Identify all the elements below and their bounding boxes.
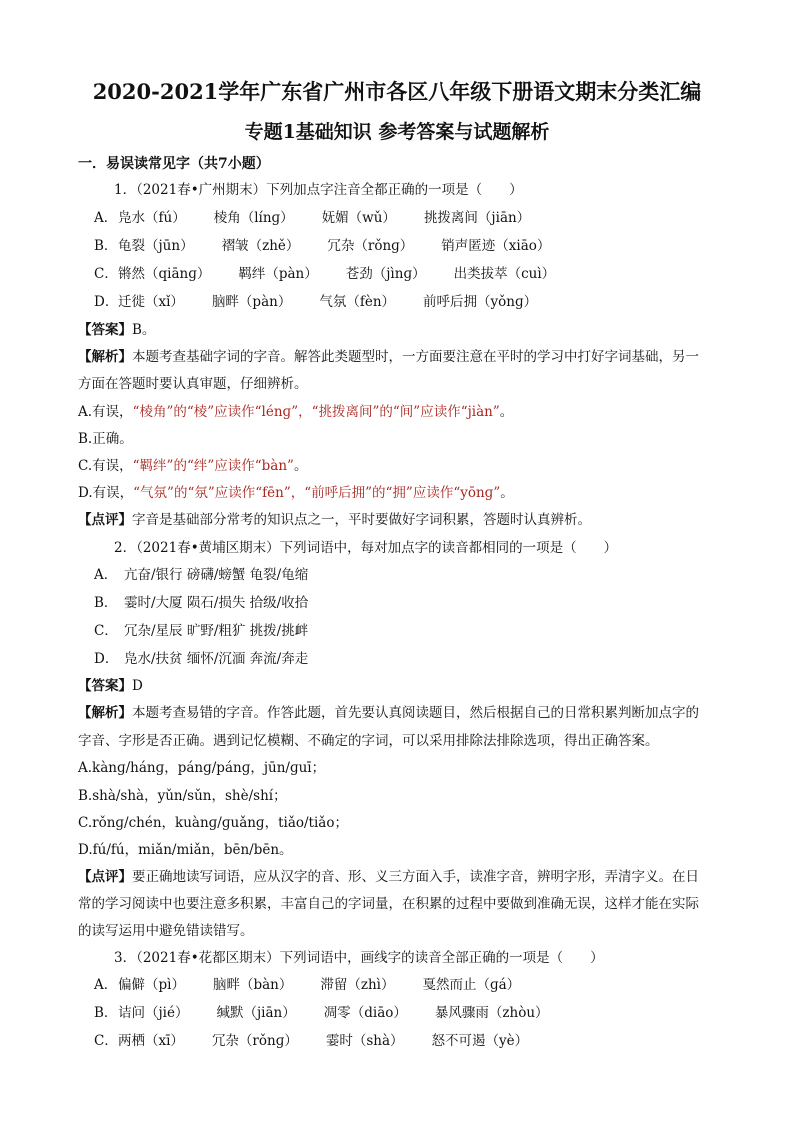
option-letter: A． [94, 977, 118, 993]
option-letter: C． [94, 266, 118, 282]
document-subtitle: 专题1基础知识 参考答案与试题解析 [244, 121, 550, 143]
question-3-stem: 3．（2021春•花都区期末）下列词语中，画线字的读音全部正确的一项是（ ） [114, 950, 604, 966]
option-word: 出类拔萃（cuì） [453, 266, 556, 282]
comment-text: 字音是基础部分常考的知识点之一，平时要做好字词积累，答题时认真辨析。 [132, 512, 591, 528]
option-letter: A． [94, 210, 118, 226]
question-1-option-c [94, 264, 583, 284]
option-word: 棱角（línɡ） [213, 210, 294, 226]
option-word: 凫水（fú） [118, 210, 186, 226]
option-word: 挑拨离间（jiān） [423, 210, 531, 226]
analysis-highlight: “羁绊”的“绊”应读作“bàn” [132, 458, 294, 474]
question-2-analysis-c: C.rǒnɡ/chén，kuànɡ/ɡuǎnɡ，tiǎo/tiǎo； [78, 815, 348, 831]
analysis-text: 本题考查基础字词的字音。解答此类题型时，一方面要注意在平时的学习中打好字词基础，另一 [132, 349, 699, 365]
option-word: 戛然而止（ɡá） [422, 977, 521, 993]
option-word: 脑畔（bàn） [212, 977, 293, 993]
option-text: 冗杂/星辰 旷野/粗犷 挑拨/挑衅 [124, 623, 309, 639]
answer-tag: 【答案】 [78, 678, 132, 694]
question-1-analysis-d [78, 483, 514, 503]
option-word: 苍劲（jìnɡ） [345, 266, 426, 282]
option-word: 气氛（fèn） [319, 294, 396, 310]
option-letter: A． [94, 567, 118, 583]
analysis-tag: 【解析】 [78, 705, 132, 721]
question-2-analysis-d: D.fú/fú，miǎn/miǎn，bēn/bēn。 [78, 842, 293, 858]
option-word: 锵然（qiānɡ） [118, 266, 211, 282]
section-heading: 一．易误读常见字（共7小题） [78, 156, 270, 172]
question-3-option-c [94, 1031, 556, 1051]
comment-text: 要正确地读写词语，应从汉字的音、形、义三方面入手，读准字音，辨明字形，弄清字义。在日 [132, 869, 699, 885]
option-letter: D． [94, 294, 119, 310]
option-letter: B． [94, 595, 118, 611]
option-word: 偏僻（pì） [118, 977, 185, 993]
answer-value: D [132, 678, 143, 694]
option-letter: B． [94, 1005, 118, 1021]
option-word: 凋零（diāo） [323, 1005, 407, 1021]
analysis-highlight: “气氛”的“氛”应读作“fēn”，“前呼后拥”的“拥”应读作“yōnɡ” [133, 485, 501, 501]
question-3-option-a [94, 975, 548, 995]
question-2-analysis-a: A.kànɡ/hánɡ，pánɡ/pánɡ，jūn/ɡuī； [78, 760, 326, 776]
question-2-comment-line-2: 常的学习阅读中也要注意多积累，丰富自己的字词量，在积累的过程中要做到准确无误，这样才能在实际 [78, 896, 699, 912]
question-1-answer [78, 320, 155, 340]
option-word: 暴风骤雨（zhòu） [434, 1005, 549, 1021]
option-letter: C． [94, 1033, 118, 1049]
option-word: 怒不可遏（yè） [431, 1033, 529, 1049]
answer-value: B。 [132, 322, 156, 338]
question-2-analysis-line-1 [78, 703, 699, 723]
question-1-option-b [94, 236, 578, 256]
option-word: 羁绊（pàn） [238, 266, 318, 282]
analysis-prefix: D.有误， [78, 485, 134, 501]
option-text: 亢奋/银行 磅礴/螃蟹 龟裂/龟缩 [124, 567, 309, 583]
answer-tag: 【答案】 [78, 322, 132, 338]
option-word: 霎时（shà） [325, 1033, 404, 1049]
analysis-prefix: C.有误， [78, 458, 133, 474]
analysis-suffix: 。 [293, 458, 308, 474]
option-word: 龟裂（jūn） [118, 238, 194, 254]
option-word: 褶皱（zhě） [221, 238, 300, 254]
analysis-prefix: A.有误， [78, 404, 133, 420]
analysis-highlight: “棱角”的“棱”应读作“lénɡ”，“挑拨离间”的“间”应读作“jiàn” [132, 404, 500, 420]
question-2-option-b [94, 593, 308, 613]
option-word: 诘问（jié） [118, 1005, 189, 1021]
analysis-suffix: 。 [500, 485, 514, 501]
question-1-analysis-line-1 [78, 347, 699, 367]
option-word: 妩媚（wǔ） [321, 210, 396, 226]
question-1-stem: 1．（2021春•广州期末）下列加点字注音全都正确的一项是（ ） [114, 182, 523, 198]
option-word: 两栖（xī） [118, 1033, 184, 1049]
question-2-option-c [94, 621, 308, 641]
question-1-analysis-a [78, 402, 513, 422]
option-text: 凫水/扶贫 缅怀/沉湎 奔流/奔走 [124, 651, 309, 667]
option-word: 销声匿迹（xiāo） [441, 238, 551, 254]
option-letter: B． [94, 238, 118, 254]
option-word: 迁徙（xǐ） [118, 294, 184, 310]
option-word: 冗杂（rǒnɡ） [211, 1033, 298, 1049]
option-letter: C． [94, 623, 118, 639]
analysis-text: 本题考查易错的字音。作答此题，首先要认真阅读题目，然后根据自己的日常积累判断加点字的 [132, 705, 699, 721]
option-word: 滞留（zhì） [320, 977, 395, 993]
question-2-stem: 2．（2021春•黄埔区期末）下列词语中，每对加点字的读音都相同的一项是（ ） [114, 540, 618, 556]
question-2-comment-line-1 [78, 867, 699, 887]
option-word: 前呼后拥（yǒnɡ） [423, 294, 538, 310]
question-2-analysis-line-2: 字音、字形是否正确。遇到记忆模糊、不确定的字词，可以采用排除法排除选项，得出正确答案。 [78, 733, 659, 749]
question-1-option-d [94, 292, 565, 312]
question-1-comment [78, 510, 591, 530]
comment-tag: 【点评】 [78, 512, 132, 528]
analysis-suffix: 。 [499, 404, 514, 420]
analysis-tag: 【解析】 [78, 349, 132, 365]
option-letter: D． [94, 651, 119, 667]
question-1-analysis-line-2: 方面在答题时要认真审题，仔细辨析。 [78, 376, 308, 392]
option-word: 冗杂（rǒnɡ） [327, 238, 414, 254]
question-2-answer [78, 676, 143, 696]
question-2-option-a [94, 565, 308, 585]
option-word: 脑畔（pàn） [211, 294, 292, 310]
question-1-analysis-b: B.正确。 [78, 431, 133, 447]
question-1-analysis-c [78, 456, 307, 476]
option-text: 霎时/大厦 陨石/损失 拾级/收拾 [124, 595, 309, 611]
question-2-option-d [94, 649, 308, 669]
question-1-option-a [94, 208, 558, 228]
comment-tag: 【点评】 [78, 869, 132, 885]
question-2-comment-line-3: 的读写运用中避免错读错写。 [78, 923, 254, 939]
question-3-option-b [94, 1003, 577, 1023]
document-title: 2020-2021学年广东省广州市各区八年级下册语文期末分类汇编 [92, 79, 702, 104]
question-2-analysis-b: B.shà/shà，yǔn/sǔn，shè/shí； [78, 788, 287, 804]
option-word: 缄默（jiān） [216, 1005, 296, 1021]
